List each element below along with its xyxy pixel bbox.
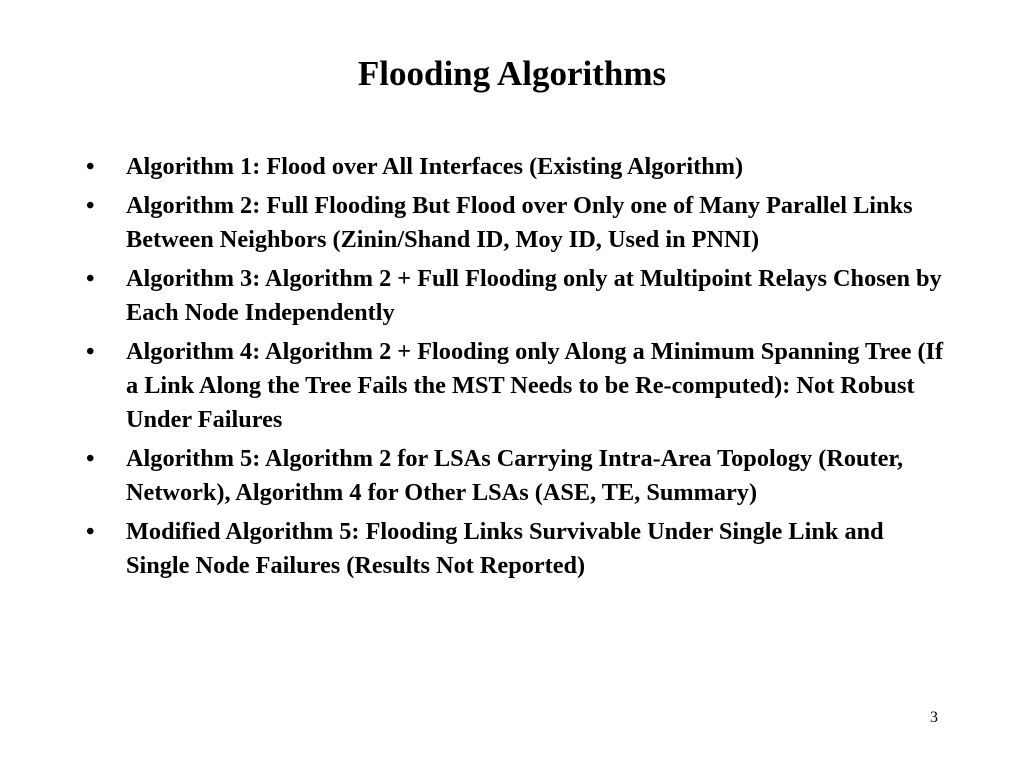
bullet-item-3 xyxy=(86,262,946,330)
bullet-list xyxy=(86,150,946,588)
bullet-item-1 xyxy=(86,150,946,184)
bullet-item-5 xyxy=(86,442,946,510)
bullet-item-4 xyxy=(86,335,946,437)
bullet-text: Algorithm 4: Algorithm 2 + Flooding only Along a Minimum Spanning Tree (If a Link Along the Tree Fails the MST Needs to be Re-computed): Not Robust Under Failures xyxy=(126,338,944,433)
bullet-icon: • xyxy=(86,445,95,472)
slide-title: Flooding Algorithms xyxy=(357,54,667,93)
bullet-text: Algorithm 2: Full Flooding But Flood over Only one of Many Parallel Links Between Neighbors (Zinin/Shand ID, Moy ID, Used in PNNI) xyxy=(126,192,913,253)
slide-number: 3 xyxy=(930,709,938,726)
bullet-text: Algorithm 5: Algorithm 2 for LSAs Carrying Intra-Area Topology (Router, Network), Algorithm 4 for Other LSAs (ASE, TE, Summary) xyxy=(126,445,904,506)
bullet-item-2 xyxy=(86,189,946,257)
bullet-icon: • xyxy=(86,338,95,365)
bullet-item-6 xyxy=(86,515,946,583)
bullet-text: Algorithm 3: Algorithm 2 + Full Flooding only at Multipoint Relays Chosen by Each Node Independently xyxy=(126,265,942,326)
bullet-text: Modified Algorithm 5: Flooding Links Survivable Under Single Link and Single Node Failures (Results Not Reported) xyxy=(126,518,884,579)
bullet-icon: • xyxy=(86,518,95,545)
bullet-icon: • xyxy=(86,265,95,292)
bullet-icon: • xyxy=(86,192,95,219)
bullet-icon: • xyxy=(86,153,95,180)
bullet-text: Algorithm 1: Flood over All Interfaces (Existing Algorithm) xyxy=(126,153,744,180)
